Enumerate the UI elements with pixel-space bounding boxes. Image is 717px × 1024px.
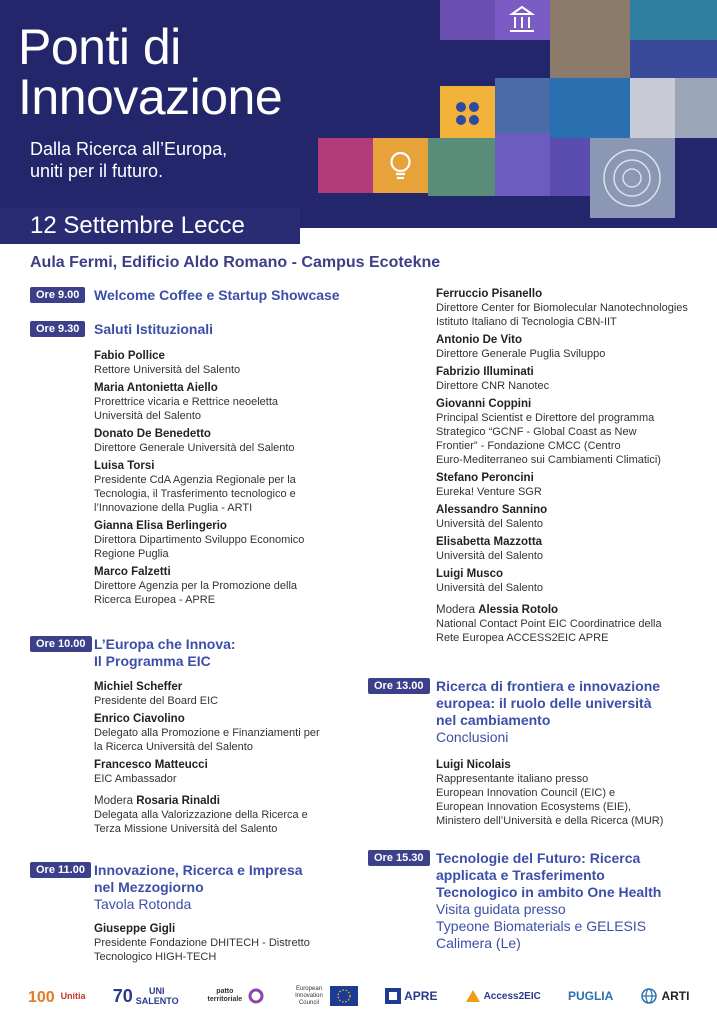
speaker-name: Stefano Peroncini (436, 472, 534, 484)
moderator-role: National Contact Point EIC Coordinatrice della (436, 618, 662, 630)
speaker-role: Presidente del Board EIC (94, 695, 219, 707)
logo-text: ARTI (661, 989, 690, 1003)
globe-icon (640, 987, 658, 1005)
slot-title-line: L’Europa che Innova: (94, 636, 236, 652)
slot-title (94, 862, 303, 913)
speaker-role: Principal Scientist e Direttore del programma (436, 412, 655, 424)
moderator-line (436, 603, 706, 617)
speaker-name: Elisabetta Mazzotta (436, 536, 543, 548)
tile-teal (630, 0, 717, 40)
time-badge: Ore 9.30 (30, 321, 85, 337)
speaker-role: Direttora Dipartimento Sviluppo Economico (94, 534, 305, 546)
slot-title-line: nel cambiamento (436, 712, 551, 728)
tile-microscope (428, 138, 495, 196)
slot-subtitle: Conclusioni (436, 729, 509, 745)
speaker (436, 333, 706, 361)
subtitle-line: uniti per il futuro. (30, 161, 164, 181)
tile-purple-3 (550, 138, 590, 196)
speaker-name: Luigi Nicolais (436, 759, 511, 771)
logo-text: Unitia (60, 991, 86, 1001)
event-subtitle (30, 138, 227, 182)
time-badge: Ore 11.00 (30, 862, 91, 878)
moderator-line (94, 794, 384, 808)
event-title (18, 19, 283, 125)
tile-lab (495, 78, 550, 133)
speaker-role: Università del Salento (94, 410, 202, 422)
speakers-list (94, 680, 384, 840)
speaker (94, 459, 384, 515)
speaker-role: Prorettrice vicaria e Rettrice neoeletta (94, 396, 279, 408)
moderator (436, 603, 706, 645)
speaker-role: Delegato alla Promozione e Finanziamenti per (94, 727, 320, 739)
speaker (436, 365, 706, 393)
subtitle-line: Dalla Ricerca all’Europa, (30, 139, 228, 159)
speaker (94, 758, 384, 786)
speaker-name: Enrico Ciavolino (94, 713, 185, 725)
speaker-name: Giovanni Coppini (436, 398, 532, 410)
logo-arti (640, 987, 689, 1005)
speaker-name: Luisa Torsi (94, 460, 155, 472)
logo-unisalento (113, 986, 178, 1007)
circle-icon (248, 988, 264, 1004)
speaker-role: Ricerca Europea - APRE (94, 594, 216, 606)
speaker (436, 567, 706, 595)
slot-title-line: Tecnologico in ambito One Health (436, 884, 662, 900)
speaker-role: European Innovation Council (EIC) e (436, 787, 616, 799)
speakers-list (94, 349, 384, 611)
slot-title-line: europea: il ruolo delle università (436, 695, 652, 711)
logo-text: UNI SALENTO (135, 986, 179, 1006)
speaker (94, 427, 384, 455)
tile-crystal (550, 78, 630, 138)
triangle-icon (465, 988, 481, 1004)
apre-mark-icon (385, 988, 401, 1004)
speaker (94, 349, 384, 377)
tile-blue-dark (630, 40, 717, 78)
logo-text: Access2EIC (483, 990, 541, 1002)
svg-text:100: 100 (27, 989, 55, 1006)
speaker-role: Università del Salento (436, 518, 544, 530)
moderator-role: Delegata alla Valorizzazione della Ricerca e (94, 809, 308, 821)
speaker (94, 519, 384, 561)
time-badge: Ore 10.00 (30, 636, 92, 652)
speaker (94, 680, 384, 708)
logo-apre (385, 988, 437, 1004)
speaker-role: Direttore Agenzia per la Promozione della (94, 580, 298, 592)
speaker (436, 287, 706, 329)
speaker (436, 397, 706, 467)
speaker (436, 471, 706, 499)
tile-robot (630, 78, 675, 138)
moderator-prefix: Modera (436, 604, 475, 616)
slot-title-line: Tecnologie del Futuro: Ricerca (436, 850, 641, 866)
title-line: Innovazione (18, 69, 283, 125)
slot-title: Saluti Istituzionali (94, 321, 214, 337)
time-badge: Ore 15.30 (368, 850, 430, 866)
slot-title: Welcome Coffee e Startup Showcase (94, 287, 340, 303)
time-badge: Ore 9.00 (30, 287, 85, 303)
speaker-name: Antonio De Vito (436, 334, 523, 346)
speaker-name: Giuseppe Gigli (94, 923, 176, 935)
moderator-role: Terza Missione Università del Salento (94, 823, 278, 835)
tile-purple (440, 0, 495, 40)
speaker-role: Direttore Center for Biomolecular Nanotechnologies (436, 302, 688, 314)
speaker (94, 922, 384, 964)
slot-title-line: Ricerca di frontiera e innovazione (436, 678, 661, 694)
speaker (436, 758, 708, 828)
event-venue: Aula Fermi, Edificio Aldo Romano - Campus Ecotekne (30, 254, 441, 271)
logo-text: European Innovation Council (295, 985, 323, 1006)
speaker (436, 503, 706, 531)
speaker-role: l’Innovazione della Puglia - ARTI (94, 502, 253, 514)
title-line: Ponti di (18, 19, 181, 75)
speaker-name: Fabio Pollice (94, 350, 165, 362)
speaker-role: Presidente Fondazione DHITECH - Distretto (94, 937, 310, 949)
speaker-name: Fabrizio Illuminati (436, 366, 534, 378)
logo-100-mark (28, 986, 58, 1006)
speaker-role: EIC Ambassador (94, 773, 177, 785)
speaker-name: Donato De Benedetto (94, 428, 211, 440)
moderator-name: Alessia Rotolo (478, 604, 559, 616)
speaker-name: Michiel Scheffer (94, 681, 183, 693)
speaker-role: Frontier” - Fondazione CMCC (Centro (436, 440, 621, 452)
speaker-name: Francesco Matteucci (94, 759, 208, 771)
speaker-role: Direttore CNR Nanotec (436, 380, 550, 392)
tile-purple-2 (495, 133, 550, 196)
speaker-role: Regione Puglia (94, 548, 169, 560)
speaker-role: Rettore Università del Salento (94, 364, 241, 376)
slot-title-line: applicata e Trasferimento (436, 867, 605, 883)
slot-subtitle: Visita guidata presso (436, 901, 566, 917)
speaker-role: Tecnologico HIGH-TECH (94, 951, 217, 963)
speaker-role: Università del Salento (436, 582, 544, 594)
speaker-role: Università del Salento (436, 550, 544, 562)
logo-text: 70 (112, 985, 133, 1006)
tile-photo-magenta (318, 138, 373, 193)
slot-title-line: Il Programma EIC (94, 653, 211, 669)
speaker-role: Direttore Generale Università del Salento (94, 442, 295, 454)
time-badge: Ore 13.00 (368, 678, 430, 694)
slot-title-line: nel Mezzogiorno (94, 879, 204, 895)
tile-grey (675, 78, 717, 138)
speaker-name: Marco Falzetti (94, 566, 171, 578)
tile-yellow-pattern (440, 86, 495, 141)
speaker-name: Luigi Musco (436, 568, 504, 580)
speaker-name: Maria Antonietta Aiello (94, 382, 218, 394)
tile-fractal (590, 138, 675, 218)
speaker-role: Strategico “GCNF - Global Coast as New (436, 426, 637, 438)
logo-unitia (28, 986, 86, 1006)
speaker-role: Euro-Mediterraneo sui Cambiamenti Climatici) (436, 454, 661, 466)
right-speakers-list (436, 287, 706, 649)
logo-patto-territoriale (205, 988, 264, 1004)
moderator-name: Rosaria Rinaldi (136, 795, 220, 807)
moderator-role: Rete Europea ACCESS2EIC APRE (436, 632, 609, 644)
speaker-role: Eureka! Venture SGR (436, 486, 542, 498)
speakers-list (436, 758, 708, 832)
slot-title (94, 636, 236, 670)
slot-subtitle: Tavola Rotonda (94, 896, 192, 912)
speaker-name: Gianna Elisa Berlingerio (94, 520, 227, 532)
speaker-role: Ministero dell’Università e della Ricerca (MUR) (436, 815, 664, 827)
speaker (94, 565, 384, 607)
logo-text: patto territoriale (207, 988, 243, 1003)
slot-subtitle: Calimera (Le) (436, 935, 521, 951)
speaker-role: Rappresentante italiano presso (436, 773, 589, 785)
event-date: 12 Settembre Lecce (0, 208, 300, 244)
logo-text: APRE (404, 989, 438, 1003)
speaker (436, 535, 706, 563)
logo-text: PUGLIA (567, 989, 614, 1003)
moderator-prefix: Modera (94, 795, 133, 807)
logo-puglia (568, 989, 613, 1003)
speakers-list (94, 922, 384, 968)
slot-title-line: Innovazione, Ricerca e Impresa (94, 862, 303, 878)
moderator (94, 794, 384, 836)
speaker-role: Istituto Italiano di Tecnologia CBN-IIT (436, 316, 617, 328)
speaker-role: Tecnologia, il Trasferimento tecnologico e (94, 488, 296, 500)
speaker (94, 712, 384, 754)
speaker (94, 381, 384, 423)
speaker-role: la Ricerca Università del Salento (94, 741, 253, 753)
logo-eic (291, 986, 358, 1007)
slot-title (436, 678, 660, 746)
speaker-role: European Innovation Ecosystems (EIE), (436, 801, 632, 813)
slot-subtitle: Typeone Biomaterials e GELESIS (436, 918, 647, 934)
hero-banner (0, 0, 717, 228)
speaker-name: Ferruccio Pisanello (436, 288, 543, 300)
tile-photo-people (550, 0, 630, 78)
tile-building-icon (495, 0, 550, 40)
eu-flag-icon (330, 986, 358, 1006)
speaker-role: Direttore Generale Puglia Sviluppo (436, 348, 606, 360)
slot-title (436, 850, 661, 952)
speaker-name: Alessandro Sannino (436, 504, 548, 516)
tile-bulb-icon (373, 138, 428, 193)
logo-access2eic (465, 988, 541, 1004)
speaker-role: Presidente CdA Agenzia Regionale per la (94, 474, 296, 486)
sponsor-logos (0, 968, 717, 1024)
